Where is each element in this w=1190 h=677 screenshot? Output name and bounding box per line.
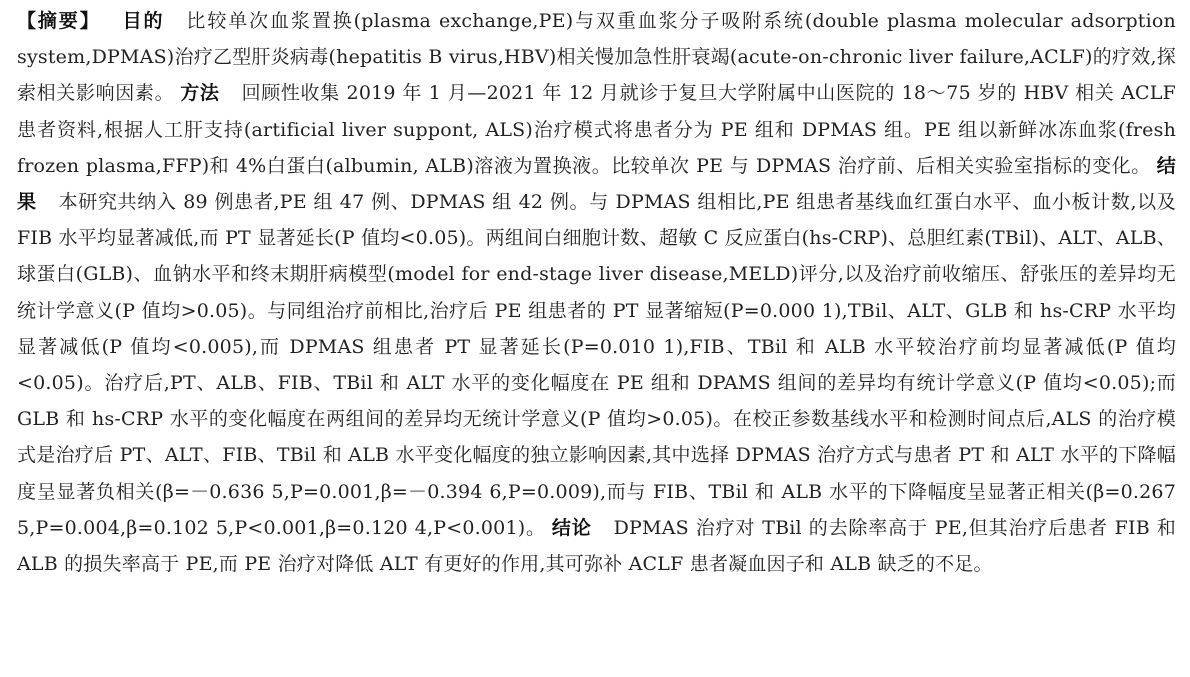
methods-text: 回顾性收集 2019 年 1 月—2021 年 12 月就诊于复旦大学附属中山医院的 18～75 岁的 HBV 相关 ACLF 患者资料,根据人工肝支持(artificial liver suppont, ALS)治疗模式将患者分为 PE 组和 DPMAS 组。PE 组以新鲜冰冻血浆(fresh frozen plasma,FFP)和 4%白蛋白(albumin, ALB)溶液为置换液。比较单次 PE 与 DPMAS 治疗前、后相关实验室指标的变化。 xyxy=(17,82,1176,177)
conclusion-text: DPMAS 治疗对 TBil 的去除率高于 PE,但其治疗后患者 FIB 和 ALB 的损失率高于 PE,而 PE 治疗对降低 ALT 有更好的作用,其可弥补 ACLF 患者凝血因子和 ALB 缺乏的不足。 xyxy=(17,516,1176,576)
results-text: 本研究共纳入 89 例患者,PE 组 47 例、DPMAS 组 42 例。与 DPMAS 组相比,PE 组患者基线血红蛋白水平、血小板计数,以及 FIB 水平均显著减低,而 PT 显著延长(P 值均<0.05)。两组间白细胞计数、超敏 C 反应蛋白(hs-CRP)、总胆红素(TBil)、ALT、ALB、球蛋白(GLB)、血钠水平和终末期肝病模型(model for end-stage liver disease,MELD)评分,以及治疗前收缩压、舒张压的差异均无统计学意义(P 值均>0.05)。与同组治疗前相比,治疗后 PE 组患者的 PT 显著缩短(P=0.000 1),TBil、ALT、GLB 和 hs-CRP 水平均显著减低(P 值均<0.005),而 DPMAS 组患者 PT 显著延长(P=0.010 1),FIB、TBil 和 ALB 水平较治疗前均显著减低(P 值均<0.05)。治疗后,PT、ALB、FIB、TBil 和 ALT 水平的变化幅度在 PE 组和 DPAMS 组间的差异均有统计学意义(P 值均<0.05);而 GLB 和 hs-CRP 水平的变化幅度在两组间的差异均无统计学意义(P 值均>0.05)。在校正参数基线水平和检测时间点后,ALS 的治疗模式是治疗后 PT、ALT、FIB、TBil 和 ALB 水平变化幅度的独立影响因素,其中选择 DPMAS 治疗方式与患者 PT 和 ALT 水平的下降幅度呈显著负相关(β=－0.636 5,P=0.001,β=－0.394 6,P=0.009),而与 FIB、TBil 和 ALB 水平的下降幅度呈显著正相关(β=0.267 5,P=0.004,β=0.102 5,P<0.001,β=0.120 4,P<0.001)。 xyxy=(17,191,1176,539)
objective-heading: 目的 xyxy=(122,10,165,32)
objective-text: 比较单次血浆置换(plasma exchange,PE)与双重血浆分子吸附系统(double plasma molecular adsorption system,DPMAS)治疗乙型肝炎病毒(hepatitis B virus,HBV)相关慢加急性肝衰竭(acute-on-chronic liver failure,ACLF)的疗效,探索相关影响因素。 xyxy=(17,10,1176,105)
methods-heading: 方法 xyxy=(180,82,220,105)
conclusion-heading: 结论 xyxy=(551,516,592,539)
results-heading: 结果 xyxy=(17,154,1176,214)
abstract-tag: 【摘要】 xyxy=(17,10,101,32)
